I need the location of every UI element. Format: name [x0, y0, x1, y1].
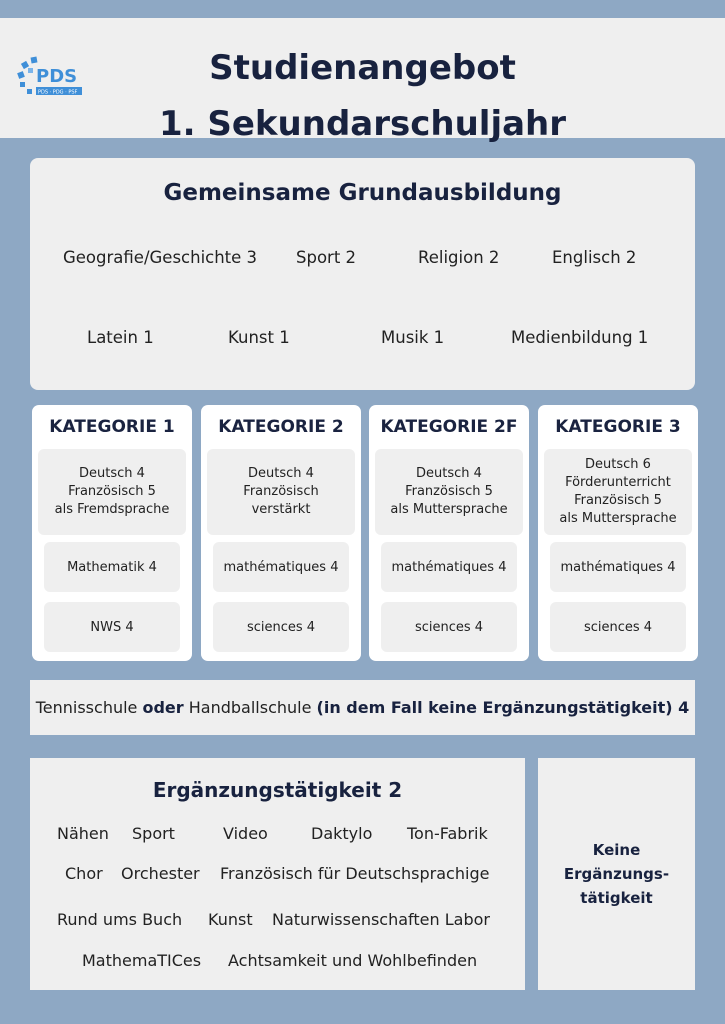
kategorie-science: sciences 4 [381, 602, 517, 652]
kategorie-3-card [538, 405, 698, 661]
kategorie-math: mathématiques 4 [550, 542, 686, 592]
activity-item: Ton-Fabrik [407, 824, 488, 843]
kategorie-science: sciences 4 [213, 602, 349, 652]
tennis-note: (in dem Fall keine Ergänzungstätigkeit) 4 [316, 698, 690, 717]
subject-item: Englisch 2 [552, 248, 637, 267]
kategorie-1-card [32, 405, 192, 661]
activity-item: Video [223, 824, 268, 843]
kategorie-languages: Deutsch 6 Förderunterricht Französisch 5 als Muttersprache [544, 449, 692, 535]
keine-ergaenzung-panel: Keine Ergänzungs- tätigkeit [538, 758, 695, 990]
kategorie-title: KATEGORIE 2F [380, 417, 518, 437]
svg-text:PDS · PDG · PSF: PDS · PDG · PSF [38, 89, 78, 96]
ergaenzung-panel [30, 758, 525, 990]
activity-item: Orchester [121, 864, 200, 883]
kategorie-science: sciences 4 [550, 602, 686, 652]
kategorie-2f-card [369, 405, 529, 661]
kategorie-math: Mathematik 4 [44, 542, 180, 592]
header-banner [0, 18, 725, 144]
grundausbildung-panel [30, 158, 695, 390]
subject-item: Musik 1 [381, 328, 445, 347]
subject-item: Medienbildung 1 [511, 328, 649, 347]
subject-item: Sport 2 [296, 248, 357, 267]
svg-text:PDS: PDS [36, 66, 78, 87]
activity-item: Französisch für Deutschsprachige [220, 864, 490, 883]
kategorie-science: NWS 4 [44, 602, 180, 652]
activity-item: Sport [132, 824, 175, 843]
kategorie-math: mathématiques 4 [381, 542, 517, 592]
kategorie-title: KATEGORIE 3 [555, 417, 681, 437]
kategorie-title: KATEGORIE 1 [49, 417, 175, 437]
activity-item: Naturwissenschaften Labor [272, 910, 490, 929]
kategorie-languages: Deutsch 4 Französisch 5 als Muttersprache [375, 449, 523, 535]
kategorie-title: KATEGORIE 2 [218, 417, 344, 437]
activity-item: Chor [65, 864, 103, 883]
kategorie-math: mathématiques 4 [213, 542, 349, 592]
activity-item: Daktylo [311, 824, 373, 843]
subject-item: Kunst 1 [228, 328, 290, 347]
kategorie-2-card [201, 405, 361, 661]
activity-item: Rund ums Buch [57, 910, 183, 929]
tennis-text: Tennisschule [35, 698, 143, 717]
ergaenzung-heading: Ergänzungstätigkeit 2 [152, 778, 403, 802]
page-title-line2: 1. Sekundarschuljahr [158, 104, 567, 144]
grundausbildung-heading: Gemeinsame Grundausbildung [163, 180, 562, 206]
tennis-oder: oder [142, 698, 184, 717]
page-title-line1: Studienangebot [209, 48, 516, 88]
subject-item: Religion 2 [418, 248, 500, 267]
kategorie-languages: Deutsch 4 Französisch verstärkt [207, 449, 355, 535]
subject-item: Geografie/Geschichte 3 [63, 248, 258, 267]
handball-text: Handballschule [183, 698, 317, 717]
activity-item: Achtsamkeit und Wohlbefinden [228, 951, 478, 970]
activity-item: MathemaTICes [82, 951, 202, 970]
subject-item: Latein 1 [87, 328, 154, 347]
tennis-handball-bar [30, 680, 695, 735]
activity-item: Nähen [57, 824, 109, 843]
activity-item: Kunst [208, 910, 253, 929]
kategorie-languages: Deutsch 4 Französisch 5 als Fremdsprache [38, 449, 186, 535]
